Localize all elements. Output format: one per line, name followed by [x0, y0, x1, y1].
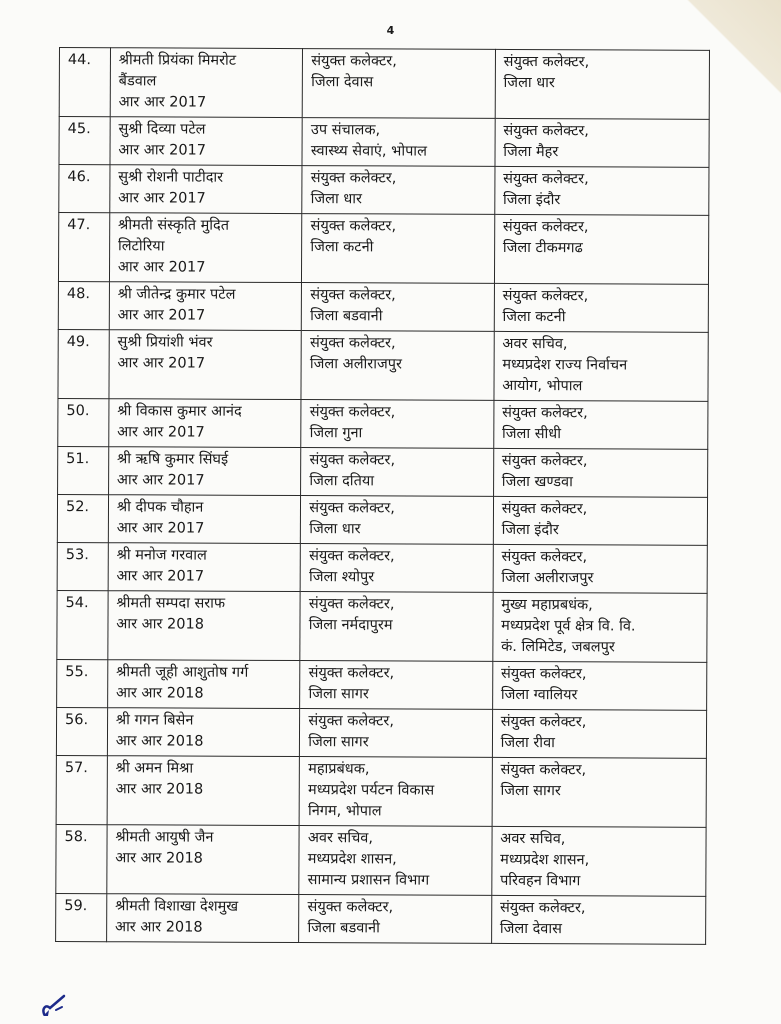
officer-name-line: श्री गगन बिसेन	[115, 712, 194, 729]
current-posting-line: जिला सागर	[308, 686, 369, 703]
officer-name-line: श्रीमती विशाखा देशमुख	[115, 898, 239, 915]
new-posting-line: संयुक्त कलेक्टर,	[503, 53, 590, 71]
handwritten-initial-icon	[38, 990, 70, 1018]
new-posting-cell	[493, 400, 707, 449]
new-posting-line: जिला इंदौर	[503, 191, 561, 209]
officer-name-line: श्रीमती सम्पदा सराफ	[116, 595, 226, 612]
serial-number: 51.	[58, 446, 109, 494]
officer-name-line: श्री जीतेन्द्र कुमार पटेल	[117, 286, 236, 303]
serial-number: 52.	[57, 494, 108, 542]
new-posting-line: जिला देवास	[499, 920, 562, 938]
new-posting-cell	[492, 757, 707, 827]
current-posting-line: जिला नर्मदापुरम	[308, 617, 393, 634]
officer-name-cell	[110, 117, 303, 166]
new-posting-line: जिला ग्वालियर	[500, 686, 578, 704]
new-posting-line: संयुक्त कलेक्टर,	[501, 452, 588, 470]
new-posting-line: परिवहन विभाग	[500, 872, 581, 890]
current-posting-cell	[302, 166, 495, 215]
table-row	[58, 329, 708, 401]
current-posting-line: जिला अलीराजपुर	[309, 356, 402, 373]
new-posting-cell	[493, 496, 707, 545]
table-row	[57, 590, 707, 662]
officer-name-cell	[108, 591, 301, 661]
serial-number: 46.	[59, 165, 110, 213]
new-posting-line: संयुक्त कलेक्टर,	[503, 122, 589, 140]
serial-number: 49.	[58, 329, 109, 398]
officer-name-cell	[107, 660, 300, 709]
table-row	[58, 281, 708, 332]
table-row	[58, 446, 708, 497]
current-posting-cell	[301, 331, 494, 401]
officer-name-line: श्रीमती प्रियंका मिमरोट	[118, 52, 237, 69]
current-posting-line: संयुक्त कलेक्टर,	[309, 404, 396, 421]
officer-name-line: आर आर 2017	[117, 307, 206, 324]
table-row	[59, 48, 709, 120]
current-posting-line: संयुक्त कलेक्टर,	[310, 218, 397, 235]
current-posting-cell	[302, 214, 495, 284]
table-body	[56, 48, 710, 945]
new-posting-line: मध्यप्रदेश पूर्व क्षेत्र वि. वि.	[501, 617, 636, 635]
officer-name-cell	[107, 708, 300, 757]
current-posting-line: महाप्रबंधक,	[308, 761, 370, 778]
serial-number: 45.	[59, 117, 110, 165]
new-posting-cell	[491, 895, 705, 944]
current-posting-line: संयुक्त कलेक्टर,	[310, 287, 396, 304]
new-posting-line: जिला अलीराजपुर	[501, 569, 594, 587]
officer-name-line: श्री अमन मिश्रा	[115, 760, 194, 777]
officer-name-line: आर आर 2018	[116, 616, 204, 633]
current-posting-cell	[303, 49, 496, 119]
officer-name-line: आर आर 2018	[115, 685, 204, 702]
new-posting-cell	[493, 544, 707, 593]
new-posting-line: मध्यप्रदेश राज्य निर्वाचन	[502, 356, 628, 374]
officer-name-cell	[109, 213, 302, 283]
current-posting-cell	[301, 448, 494, 497]
officer-name-line: श्रीमती संस्कृति मुदित	[118, 217, 230, 234]
new-posting-line: संयुक्त कलेक्टर,	[501, 548, 588, 566]
table-row	[57, 659, 707, 710]
new-posting-line: संयुक्त कलेक्टर,	[502, 287, 589, 305]
current-posting-line: संयुक्त कलेक्टर,	[309, 335, 396, 352]
officer-name-line: आर आर 2017	[117, 259, 206, 276]
officer-name-line: आर आर 2017	[116, 520, 205, 537]
new-posting-cell	[493, 448, 707, 497]
current-posting-line: संयुक्त कलेक्टर,	[308, 665, 395, 682]
serial-number: 59.	[56, 893, 107, 941]
new-posting-line: अवर सचिव,	[502, 335, 568, 353]
officer-name-cell	[109, 399, 302, 448]
officer-name-line: आर आर 2017	[116, 568, 205, 585]
table-row	[58, 213, 708, 285]
current-posting-line: संयुक्त कलेक्टर,	[309, 452, 396, 469]
serial-number: 44.	[59, 48, 110, 117]
officer-name-line: श्रीमती आयुषी जैन	[115, 829, 214, 846]
new-posting-line: जिला सीधी	[501, 425, 562, 443]
officer-name-line: आर आर 2017	[118, 190, 206, 207]
officer-name-line: श्री मनोज गरवाल	[116, 547, 207, 564]
officer-name-cell	[110, 48, 303, 118]
officer-name-cell	[107, 756, 300, 826]
new-posting-line: संयुक्त कलेक्टर,	[500, 761, 587, 779]
new-posting-line: अवर सचिव,	[500, 830, 566, 848]
current-posting-line: जिला कटनी	[310, 239, 374, 256]
table-row	[56, 893, 706, 944]
officer-name-line: आर आर 2017	[118, 142, 207, 159]
new-posting-line: संयुक्त कलेक्टर,	[500, 713, 587, 731]
current-posting-cell	[299, 757, 492, 827]
current-posting-line: जिला बडवानी	[310, 308, 383, 325]
officer-name-cell	[108, 495, 301, 544]
officer-name-line: आर आर 2017	[117, 424, 205, 441]
officer-name-line: सुश्री रोशनी पाटीदार	[118, 169, 224, 186]
current-posting-line: जिला सागर	[308, 734, 369, 751]
serial-number: 48.	[58, 281, 109, 329]
current-posting-cell	[301, 496, 494, 545]
table-row	[59, 165, 709, 216]
current-posting-line: जिला धार	[309, 521, 361, 538]
table-row	[56, 707, 706, 758]
current-posting-line: संयुक्त कलेक्टर,	[308, 596, 395, 613]
officer-name-cell	[106, 894, 299, 943]
officer-name-cell	[107, 825, 300, 895]
new-posting-line: जिला रीवा	[500, 734, 555, 752]
new-posting-line: संयुक्त कलेक्टर,	[502, 218, 589, 236]
current-posting-line: अवर सचिव,	[307, 830, 374, 847]
new-posting-cell	[495, 118, 709, 167]
current-posting-line: संयुक्त कलेक्टर,	[311, 53, 397, 70]
officer-name-line: आर आर 2018	[114, 919, 203, 936]
new-posting-line: संयुक्त कलेक्टर,	[500, 665, 587, 683]
current-posting-cell	[300, 544, 493, 593]
new-posting-cell	[495, 49, 710, 119]
officer-name-line: आर आर 2017	[118, 94, 207, 111]
current-posting-cell	[301, 400, 494, 449]
current-posting-line: मध्यप्रदेश शासन,	[307, 851, 397, 868]
transfer-table	[55, 47, 710, 945]
page-number: 4	[386, 24, 395, 37]
table-row	[57, 494, 707, 545]
officer-name-line: श्री ऋषि कुमार सिंघई	[117, 451, 229, 468]
current-posting-line: उप संचालक,	[310, 122, 381, 139]
new-posting-line: जिला मैहर	[503, 143, 559, 161]
new-posting-line: संयुक्त कलेक्टर,	[501, 500, 588, 518]
new-posting-line: मध्यप्रदेश शासन,	[500, 851, 590, 869]
current-posting-line: संयुक्त कलेक्टर,	[309, 500, 395, 517]
new-posting-line: जिला इंदौर	[501, 521, 559, 539]
new-posting-cell	[492, 826, 707, 896]
serial-number: 57.	[56, 755, 107, 824]
officer-name-line: आर आर 2018	[115, 781, 204, 798]
current-posting-cell	[302, 283, 495, 332]
serial-number: 55.	[57, 659, 108, 707]
current-posting-line: जिला देवास	[311, 74, 374, 91]
officer-name-line: लिटोरिया	[117, 238, 165, 255]
new-posting-line: कं. लिमिटेड, जबलपुर	[501, 638, 615, 656]
officer-name-line: आर आर 2017	[116, 472, 205, 489]
current-posting-line: जिला धार	[310, 191, 363, 208]
current-posting-line: संयुक्त कलेक्टर,	[310, 170, 397, 187]
officer-name-line: आर आर 2017	[117, 355, 206, 372]
current-posting-line: जिला दतिया	[309, 473, 375, 490]
current-posting-line: जिला बडवानी	[307, 920, 380, 937]
current-posting-cell	[299, 895, 492, 944]
officer-name-line: श्री दीपक चौहान	[116, 499, 204, 516]
current-posting-cell	[300, 592, 493, 662]
officer-name-cell	[109, 282, 302, 331]
new-posting-cell	[494, 331, 709, 401]
table-row	[56, 755, 706, 827]
serial-number: 54.	[57, 590, 108, 659]
serial-number: 53.	[57, 542, 108, 590]
serial-number: 50.	[58, 398, 109, 446]
officer-name-cell	[108, 447, 301, 496]
officer-name-cell	[108, 543, 301, 592]
new-posting-cell	[494, 166, 708, 215]
new-posting-line: संयुक्त कलेक्टर,	[502, 404, 588, 422]
officer-name-line: सुश्री दिव्या पटेल	[118, 121, 206, 138]
current-posting-cell	[299, 826, 492, 896]
officer-name-line: श्रीमती जूही आशुतोष गर्ग	[116, 664, 249, 681]
current-posting-line: स्वास्थ्य सेवाएं, भोपाल	[310, 143, 427, 160]
current-posting-line: मध्यप्रदेश पर्यटन विकास	[308, 782, 435, 799]
table-row	[56, 824, 706, 896]
new-posting-line: जिला टीकमगढ	[502, 239, 583, 257]
current-posting-line: संयुक्त कलेक्टर,	[308, 713, 394, 730]
serial-number: 47.	[58, 213, 109, 282]
officer-name-line: आर आर 2018	[115, 733, 204, 750]
current-posting-line: जिला गुना	[309, 425, 363, 442]
current-posting-line: संयुक्त कलेक्टर,	[309, 548, 395, 565]
new-posting-cell	[494, 214, 709, 284]
new-posting-line: जिला धार	[503, 74, 555, 92]
current-posting-line: जिला श्योपुर	[308, 569, 375, 586]
serial-number: 56.	[56, 707, 107, 755]
officer-name-line: श्री विकास कुमार आनंद	[117, 403, 242, 420]
table-row	[59, 117, 709, 168]
new-posting-cell	[494, 283, 708, 332]
current-posting-cell	[302, 118, 495, 167]
table-row	[57, 542, 707, 593]
officer-name-line: आर आर 2018	[115, 850, 203, 867]
new-posting-line: संयुक्त कलेक्टर,	[503, 170, 589, 188]
new-posting-line: आयोग, भोपाल	[502, 377, 583, 395]
new-posting-line: मुख्य महाप्रबधंक,	[501, 596, 593, 614]
serial-number: 58.	[56, 824, 107, 893]
table-row	[58, 398, 708, 449]
officer-name-cell	[110, 165, 303, 214]
current-posting-line: संयुक्त कलेक्टर,	[307, 899, 394, 916]
current-posting-line: निगम, भोपाल	[307, 803, 382, 820]
officer-name-line: बैंडवाल	[118, 73, 157, 90]
new-posting-line: संयुक्त कलेक्टर,	[499, 899, 586, 917]
new-posting-cell	[492, 661, 706, 710]
new-posting-line: जिला सागर	[500, 782, 561, 800]
new-posting-cell	[493, 592, 708, 662]
new-posting-line: जिला कटनी	[502, 308, 566, 326]
current-posting-cell	[300, 709, 493, 758]
officer-name-line: सुश्री प्रियांशी भंवर	[117, 334, 213, 351]
current-posting-line: सामान्य प्रशासन विभाग	[307, 872, 430, 889]
officer-name-cell	[109, 330, 302, 400]
new-posting-line: जिला खण्डवा	[501, 473, 573, 491]
current-posting-cell	[300, 661, 493, 710]
new-posting-cell	[492, 709, 706, 758]
